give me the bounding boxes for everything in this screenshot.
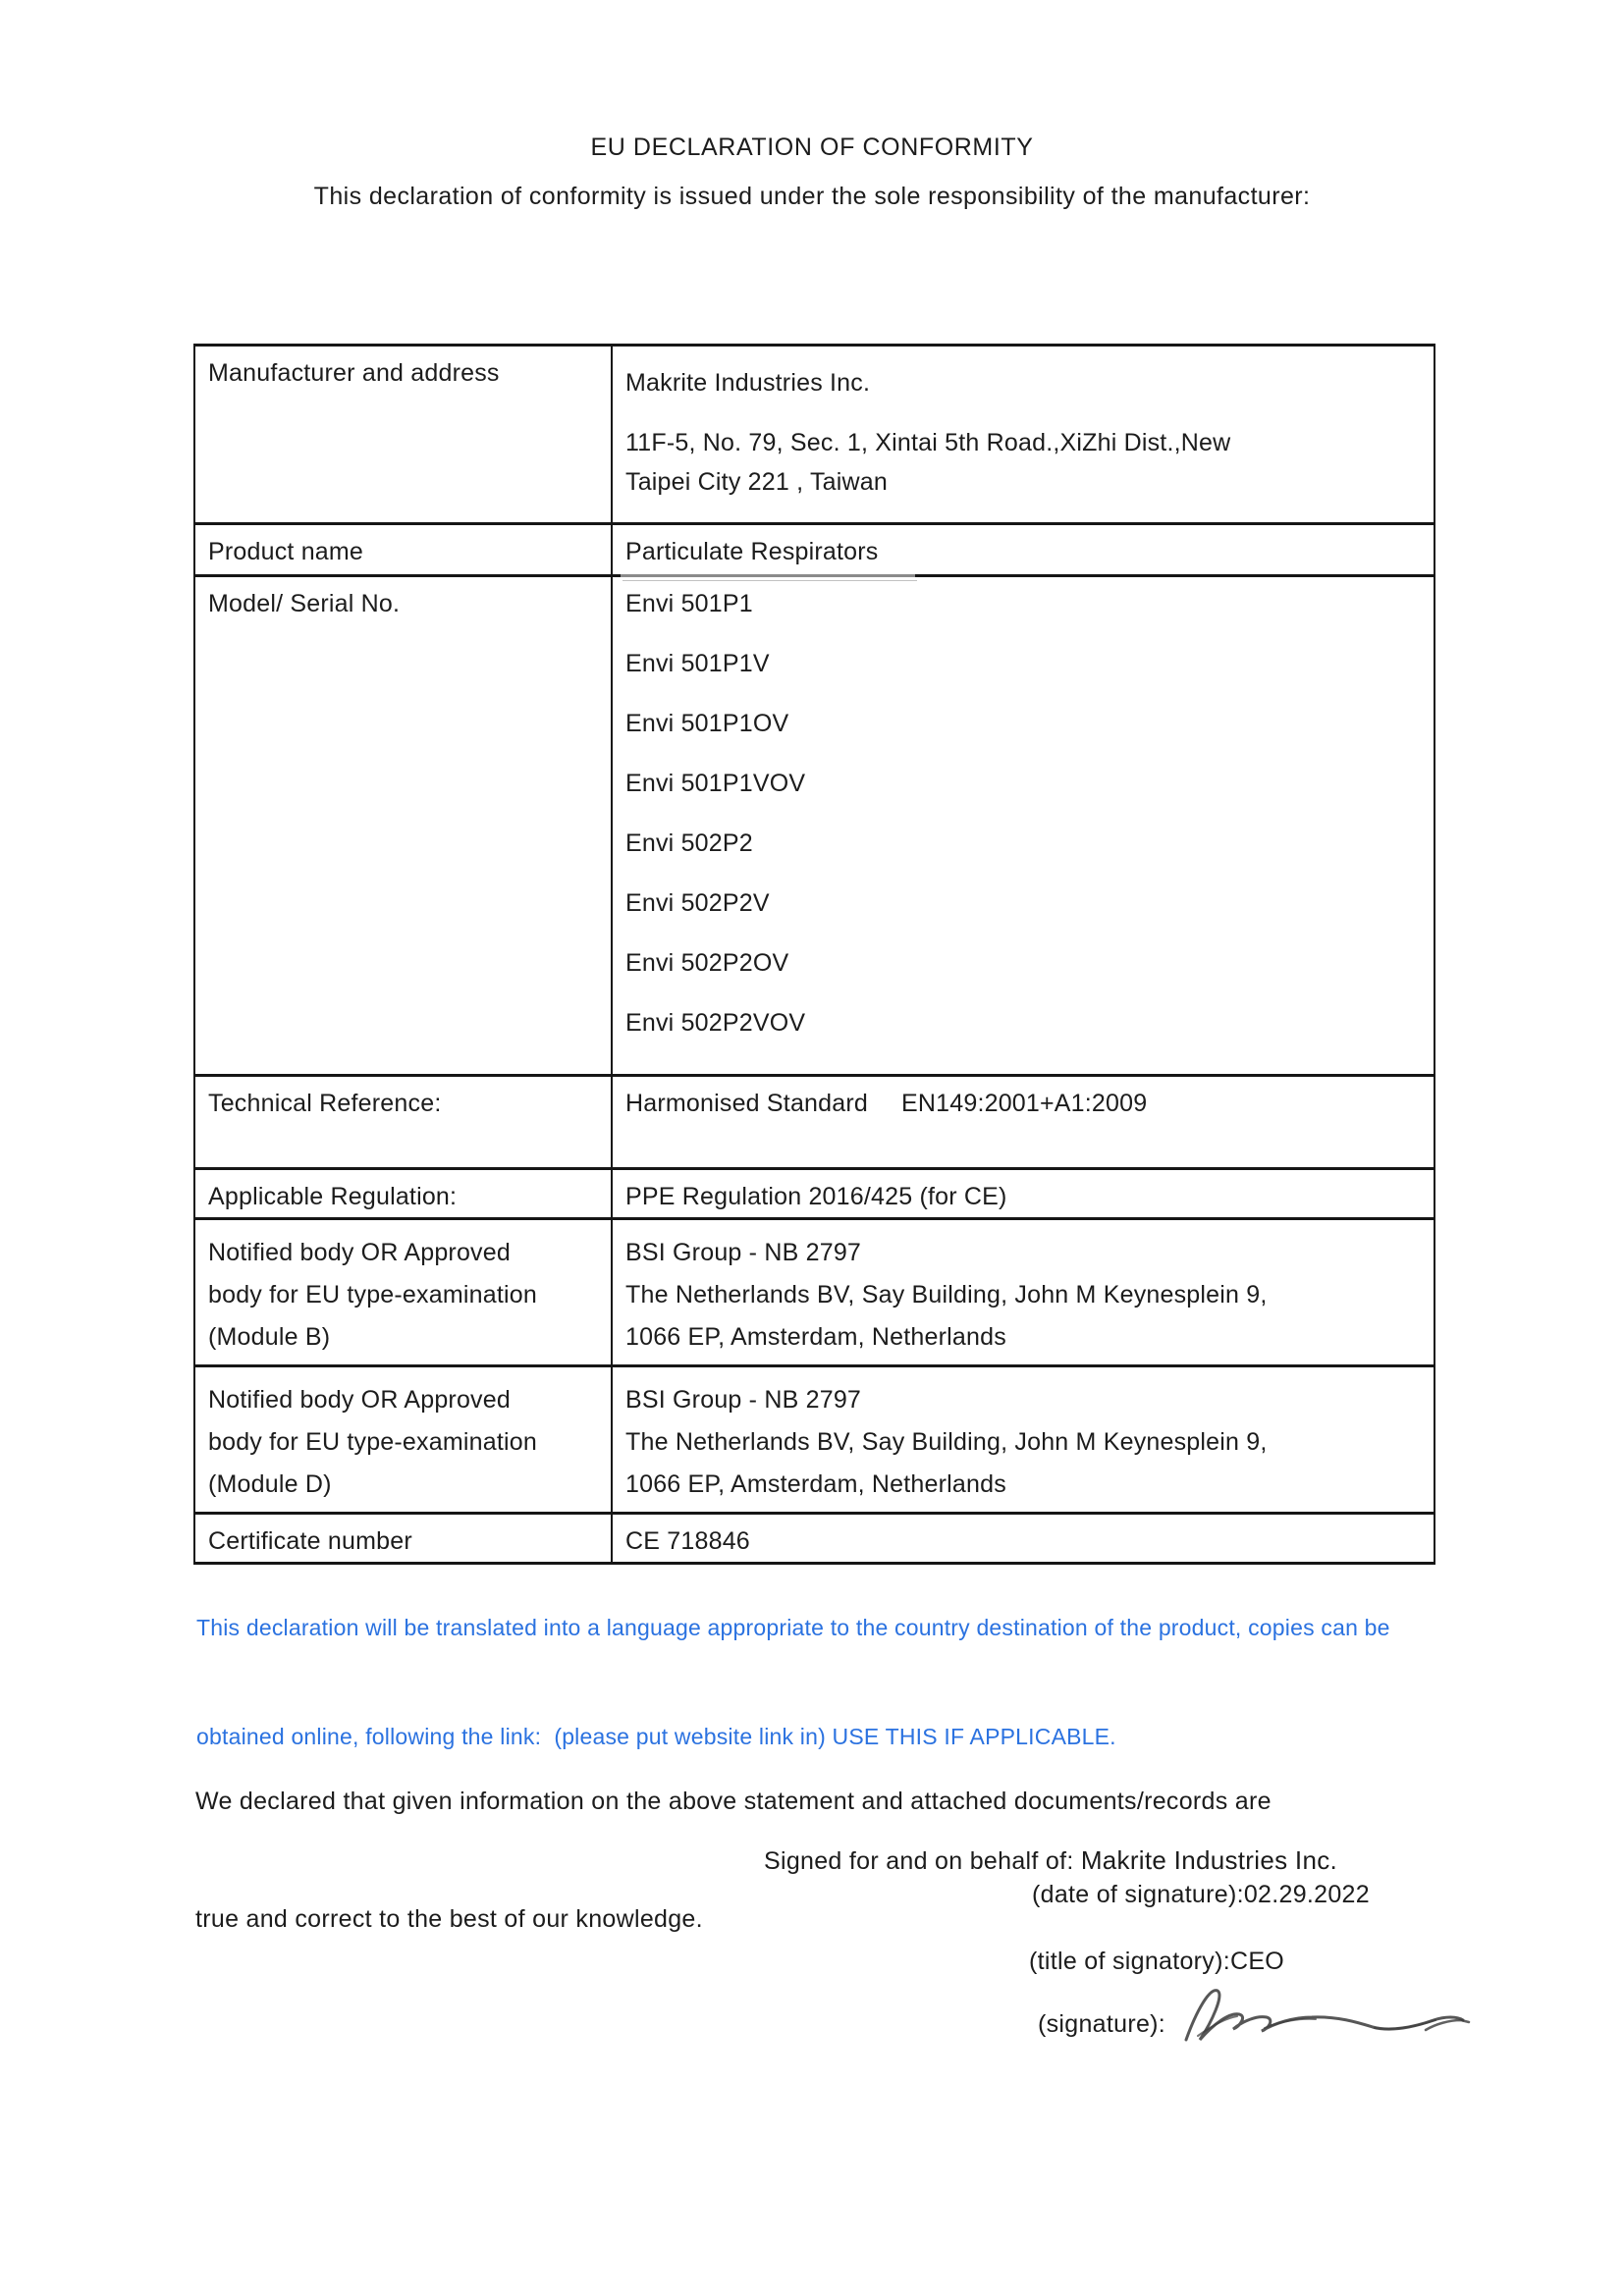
- module-b-label-line: Notified body OR Approved: [208, 1239, 511, 1266]
- model-item: Envi 501P1VOV: [625, 770, 806, 797]
- model-item: Envi 502P2OV: [625, 949, 789, 977]
- product-label: Product name: [194, 524, 612, 576]
- model-item: Envi 502P2VOV: [625, 1009, 806, 1037]
- module-b-label: [194, 1219, 612, 1366]
- translation-note-line: obtained online, following the link: (please put website link in) USE THIS IF APPLICABLE.: [196, 1724, 1116, 1749]
- model-item: Envi 501P1V: [625, 650, 770, 677]
- manufacturer-address-line: 11F-5, No. 79, Sec. 1, Xintai 5th Road.,XiZhi Dist.,New: [625, 429, 1231, 456]
- signed-company-name: Makrite Industries Inc.: [1080, 1845, 1338, 1875]
- module-b-value: [612, 1219, 1435, 1366]
- technical-reference-label: Technical Reference:: [194, 1076, 612, 1169]
- applicable-regulation-label: Applicable Regulation:: [194, 1169, 612, 1219]
- module-b-value-line: 1066 EP, Amsterdam, Netherlands: [625, 1323, 1006, 1351]
- model-item: Envi 502P2: [625, 829, 753, 857]
- signature-label: (signature):: [1038, 2010, 1166, 2038]
- module-d-value-line: 1066 EP, Amsterdam, Netherlands: [625, 1470, 1006, 1498]
- manufacturer-label: Manufacturer and address: [194, 346, 612, 524]
- manufacturer-address-line: Taipei City 221 , Taiwan: [625, 468, 888, 496]
- certificate-number-label: Certificate number: [194, 1514, 612, 1564]
- signature-image: [1178, 1975, 1473, 2068]
- conformity-table: [193, 344, 1435, 1565]
- table-row-notified-body-module-b: [194, 1219, 1435, 1366]
- module-d-label-line: Notified body OR Approved: [208, 1386, 511, 1414]
- module-b-label-line: (Module B): [208, 1323, 331, 1351]
- model-item: Envi 502P2V: [625, 889, 770, 917]
- product-value: Particulate Respirators: [612, 524, 1435, 576]
- module-b-value-line: BSI Group - NB 2797: [625, 1239, 862, 1266]
- manufacturer-value: [612, 346, 1435, 524]
- certificate-number-value: CE 718846: [612, 1514, 1435, 1564]
- module-d-value-line: BSI Group - NB 2797: [625, 1386, 862, 1414]
- module-d-label: [194, 1366, 612, 1514]
- translation-note-line: This declaration will be translated into a language appropriate to the country destination of the product, copies can be: [196, 1615, 1390, 1640]
- page-subtitle: This declaration of conformity is issued under the sole responsibility of the manufacturer:: [313, 183, 1311, 210]
- module-b-label-line: body for EU type-examination: [208, 1281, 537, 1308]
- signed-on-behalf-prefix: Signed for and on behalf of:: [763, 1847, 1081, 1875]
- applicable-regulation-value: PPE Regulation 2016/425 (for CE): [612, 1169, 1435, 1219]
- model-item: Envi 501P1: [625, 590, 753, 617]
- manufacturer-company: Makrite Industries Inc.: [625, 369, 871, 397]
- table-row-model: [194, 576, 1435, 1076]
- table-row-notified-body-module-d: [194, 1366, 1435, 1514]
- scan-artifact-patch: [621, 574, 915, 578]
- declaration-statement-line: true and correct to the best of our knowledge.: [195, 1905, 703, 1933]
- date-of-signature-line: (date of signature):02.29.2022: [1032, 1881, 1370, 1908]
- module-d-value: [612, 1366, 1435, 1514]
- declaration-statement-line: We declared that given information on the above statement and attached documents/records are: [195, 1788, 1272, 1815]
- technical-reference-value: [612, 1076, 1435, 1169]
- title-of-signatory-line: (title of signatory):CEO: [1029, 1948, 1285, 1975]
- standard-number: EN149:2001+A1:2009: [901, 1090, 1148, 1117]
- module-d-label-line: body for EU type-examination: [208, 1428, 537, 1456]
- table-row-product: [194, 524, 1435, 576]
- scan-artifact-line: [623, 580, 917, 581]
- module-b-value-line: The Netherlands BV, Say Building, John M Keynesplein 9,: [625, 1281, 1268, 1308]
- table-row-technical-reference: [194, 1076, 1435, 1169]
- module-d-label-line: (Module D): [208, 1470, 332, 1498]
- model-item: Envi 501P1OV: [625, 710, 789, 737]
- module-d-value-line: The Netherlands BV, Say Building, John M Keynesplein 9,: [625, 1428, 1268, 1456]
- table-row-manufacturer: [194, 346, 1435, 524]
- model-label: Model/ Serial No.: [194, 576, 612, 1076]
- table-row-applicable-regulation: [194, 1169, 1435, 1219]
- harmonised-standard-text: Harmonised Standard: [625, 1090, 868, 1117]
- page-title: EU DECLARATION OF CONFORMITY: [590, 133, 1034, 161]
- model-value: [612, 576, 1435, 1076]
